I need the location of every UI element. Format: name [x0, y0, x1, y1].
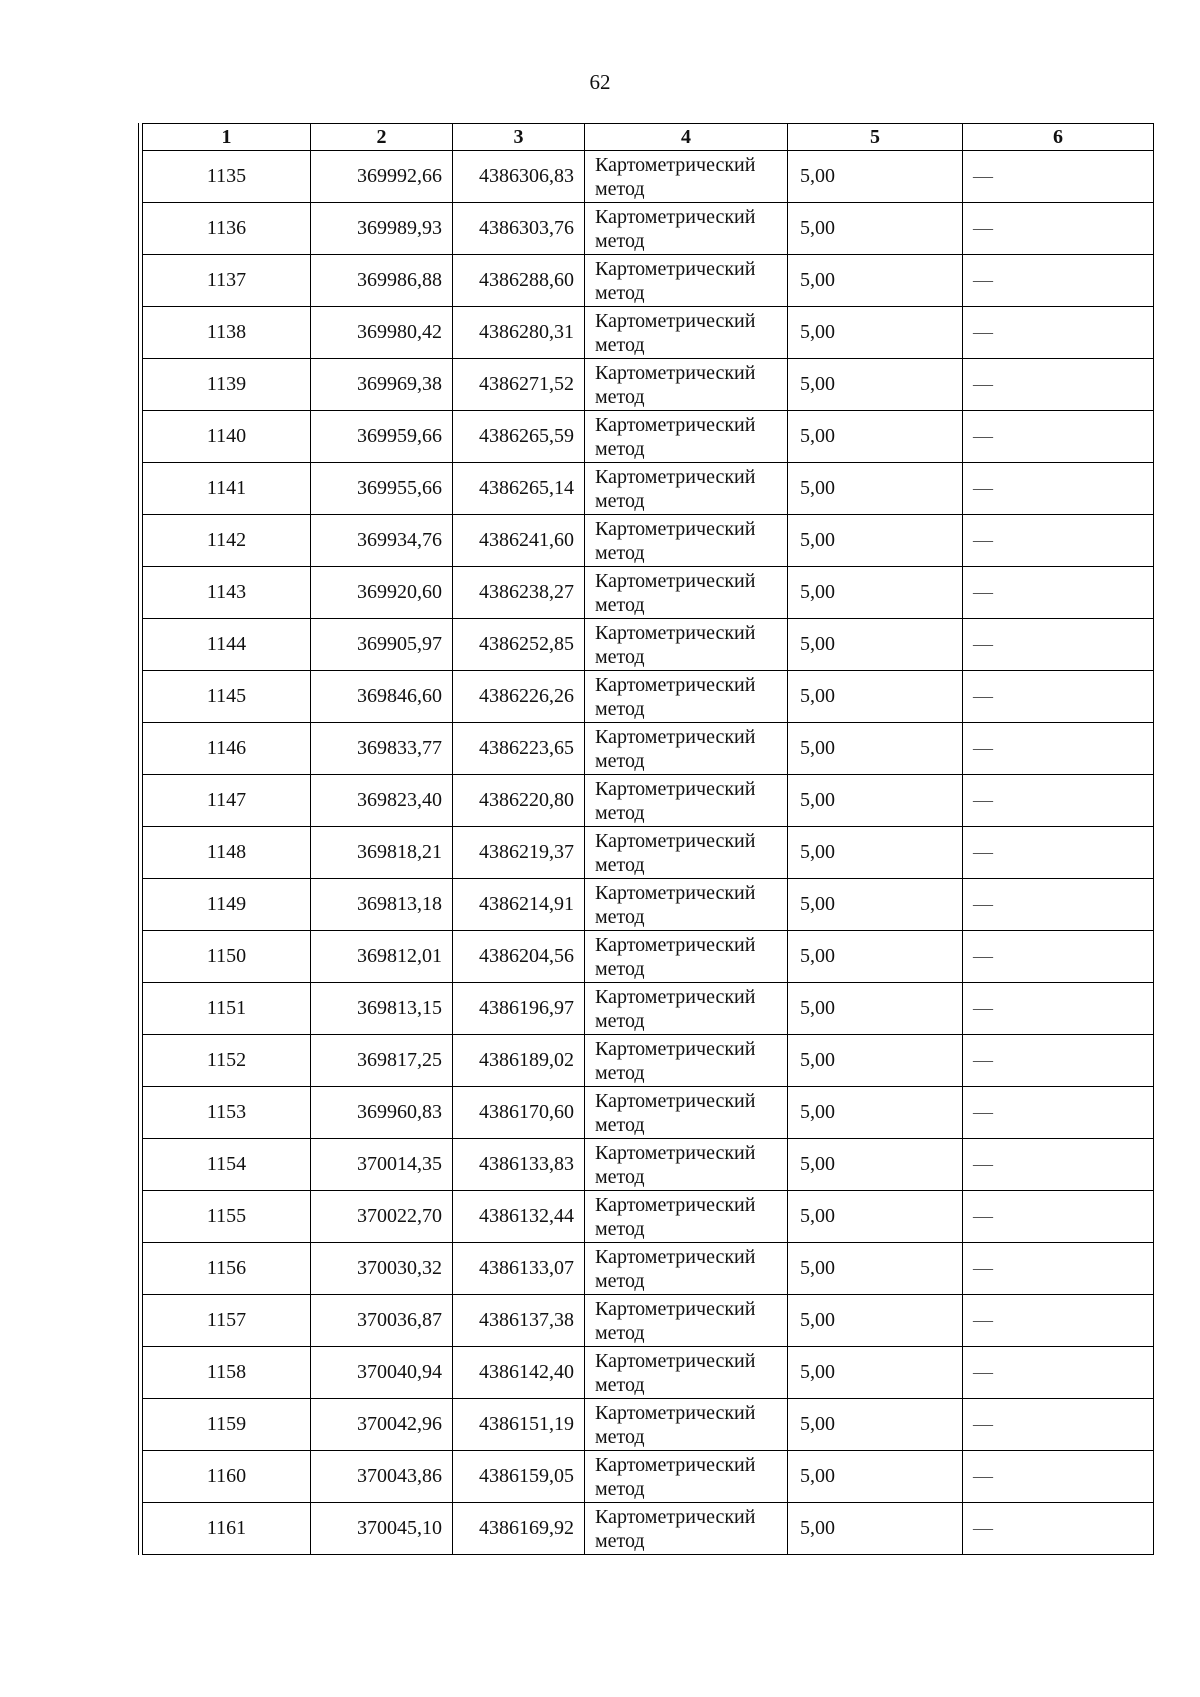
point-number-cell: 1151 — [143, 983, 311, 1035]
table-row — [143, 983, 1154, 1035]
description-cell: — — [963, 983, 1154, 1035]
method-cell — [585, 1503, 788, 1555]
description-cell: — — [963, 411, 1154, 463]
table-row — [143, 1035, 1154, 1087]
method-line-2: метод — [595, 697, 645, 720]
point-number-cell: 1152 — [143, 1035, 311, 1087]
method-cell — [585, 1399, 788, 1451]
method-line-1: Картометрический — [595, 1505, 756, 1528]
method-line-2: метод — [595, 1165, 645, 1188]
method-line-2: метод — [595, 1217, 645, 1240]
method-cell — [585, 411, 788, 463]
description-cell: — — [963, 723, 1154, 775]
method-line-1: Картометрический — [595, 257, 756, 280]
method-line-1: Картометрический — [595, 1401, 756, 1424]
point-number-cell: 1147 — [143, 775, 311, 827]
table-row — [143, 1243, 1154, 1295]
point-number-cell: 1143 — [143, 567, 311, 619]
description-cell: — — [963, 515, 1154, 567]
method-cell — [585, 255, 788, 307]
accuracy-cell: 5,00 — [788, 151, 963, 203]
method-line-2: метод — [595, 1529, 645, 1552]
description-cell: — — [963, 879, 1154, 931]
x-coordinate-cell: 369818,21 — [311, 827, 453, 879]
method-line-2: метод — [595, 905, 645, 928]
method-cell — [585, 1451, 788, 1503]
point-number-cell: 1135 — [143, 151, 311, 203]
y-coordinate-cell: 4386288,60 — [453, 255, 585, 307]
x-coordinate-cell: 370040,94 — [311, 1347, 453, 1399]
table-row — [143, 359, 1154, 411]
table-row — [143, 151, 1154, 203]
x-coordinate-cell: 369934,76 — [311, 515, 453, 567]
x-coordinate-cell: 369960,83 — [311, 1087, 453, 1139]
point-number-cell: 1140 — [143, 411, 311, 463]
table-row — [143, 203, 1154, 255]
y-coordinate-cell: 4386132,44 — [453, 1191, 585, 1243]
accuracy-cell: 5,00 — [788, 879, 963, 931]
method-cell — [585, 1295, 788, 1347]
method-line-2: метод — [595, 1477, 645, 1500]
method-line-1: Картометрический — [595, 361, 756, 384]
description-cell: — — [963, 255, 1154, 307]
method-line-1: Картометрический — [595, 413, 756, 436]
method-line-2: метод — [595, 229, 645, 252]
method-line-2: метод — [595, 1269, 645, 1292]
y-coordinate-cell: 4386189,02 — [453, 1035, 585, 1087]
table-header-row — [143, 124, 1154, 151]
accuracy-cell: 5,00 — [788, 931, 963, 983]
accuracy-cell: 5,00 — [788, 827, 963, 879]
method-line-1: Картометрический — [595, 205, 756, 228]
accuracy-cell: 5,00 — [788, 723, 963, 775]
method-line-2: метод — [595, 1009, 645, 1032]
x-coordinate-cell: 369817,25 — [311, 1035, 453, 1087]
method-line-2: метод — [595, 489, 645, 512]
column-header: 2 — [311, 124, 453, 151]
method-line-2: метод — [595, 593, 645, 616]
method-line-2: метод — [595, 437, 645, 460]
method-line-1: Картометрический — [595, 1297, 756, 1320]
accuracy-cell: 5,00 — [788, 1295, 963, 1347]
page-number: 62 — [589, 70, 611, 94]
accuracy-cell: 5,00 — [788, 203, 963, 255]
method-cell — [585, 567, 788, 619]
point-number-cell: 1149 — [143, 879, 311, 931]
point-number-cell: 1139 — [143, 359, 311, 411]
description-cell: — — [963, 671, 1154, 723]
accuracy-cell: 5,00 — [788, 411, 963, 463]
method-cell — [585, 1087, 788, 1139]
column-header: 6 — [963, 124, 1154, 151]
description-cell: — — [963, 151, 1154, 203]
x-coordinate-cell: 369813,15 — [311, 983, 453, 1035]
x-coordinate-cell: 369846,60 — [311, 671, 453, 723]
table-row — [143, 567, 1154, 619]
accuracy-cell: 5,00 — [788, 775, 963, 827]
description-cell: — — [963, 1035, 1154, 1087]
description-cell: — — [963, 1295, 1154, 1347]
x-coordinate-cell: 369813,18 — [311, 879, 453, 931]
x-coordinate-cell: 369989,93 — [311, 203, 453, 255]
y-coordinate-cell: 4386252,85 — [453, 619, 585, 671]
point-number-cell: 1156 — [143, 1243, 311, 1295]
method-cell — [585, 827, 788, 879]
accuracy-cell: 5,00 — [788, 671, 963, 723]
method-cell — [585, 775, 788, 827]
method-line-1: Картометрический — [595, 1089, 756, 1112]
description-cell: — — [963, 359, 1154, 411]
y-coordinate-cell: 4386306,83 — [453, 151, 585, 203]
method-cell — [585, 1243, 788, 1295]
method-line-1: Картометрический — [595, 1453, 756, 1476]
table-row — [143, 463, 1154, 515]
description-cell: — — [963, 1503, 1154, 1555]
accuracy-cell: 5,00 — [788, 307, 963, 359]
description-cell: — — [963, 463, 1154, 515]
point-number-cell: 1142 — [143, 515, 311, 567]
y-coordinate-cell: 4386265,59 — [453, 411, 585, 463]
method-line-1: Картометрический — [595, 569, 756, 592]
table-row — [143, 1347, 1154, 1399]
method-line-1: Картометрический — [595, 829, 756, 852]
y-coordinate-cell: 4386220,80 — [453, 775, 585, 827]
point-number-cell: 1144 — [143, 619, 311, 671]
description-cell: — — [963, 1347, 1154, 1399]
method-line-2: метод — [595, 1061, 645, 1084]
method-line-1: Картометрический — [595, 777, 756, 800]
accuracy-cell: 5,00 — [788, 1451, 963, 1503]
description-cell: — — [963, 1139, 1154, 1191]
table-row — [143, 931, 1154, 983]
method-cell — [585, 931, 788, 983]
method-cell — [585, 359, 788, 411]
method-line-1: Картометрический — [595, 1349, 756, 1372]
x-coordinate-cell: 370030,32 — [311, 1243, 453, 1295]
table-row — [143, 411, 1154, 463]
x-coordinate-cell: 369905,97 — [311, 619, 453, 671]
description-cell: — — [963, 619, 1154, 671]
method-cell — [585, 983, 788, 1035]
method-line-2: метод — [595, 1425, 645, 1448]
method-line-2: метод — [595, 801, 645, 824]
method-line-1: Картометрический — [595, 1037, 756, 1060]
accuracy-cell: 5,00 — [788, 983, 963, 1035]
method-cell — [585, 307, 788, 359]
table-row — [143, 515, 1154, 567]
method-cell — [585, 879, 788, 931]
accuracy-cell: 5,00 — [788, 1503, 963, 1555]
accuracy-cell: 5,00 — [788, 359, 963, 411]
method-line-2: метод — [595, 281, 645, 304]
table-row — [143, 879, 1154, 931]
table-row — [143, 723, 1154, 775]
x-coordinate-cell: 370043,86 — [311, 1451, 453, 1503]
table-row — [143, 1295, 1154, 1347]
y-coordinate-cell: 4386241,60 — [453, 515, 585, 567]
point-number-cell: 1159 — [143, 1399, 311, 1451]
method-cell — [585, 1139, 788, 1191]
table-row — [143, 255, 1154, 307]
method-cell — [585, 1191, 788, 1243]
x-coordinate-cell: 369833,77 — [311, 723, 453, 775]
accuracy-cell: 5,00 — [788, 255, 963, 307]
method-line-1: Картометрический — [595, 985, 756, 1008]
point-number-cell: 1148 — [143, 827, 311, 879]
x-coordinate-cell: 369812,01 — [311, 931, 453, 983]
x-coordinate-cell: 369980,42 — [311, 307, 453, 359]
description-cell: — — [963, 1399, 1154, 1451]
method-cell — [585, 203, 788, 255]
point-number-cell: 1154 — [143, 1139, 311, 1191]
x-coordinate-cell: 369969,38 — [311, 359, 453, 411]
description-cell: — — [963, 1243, 1154, 1295]
description-cell: — — [963, 1191, 1154, 1243]
point-number-cell: 1158 — [143, 1347, 311, 1399]
point-number-cell: 1150 — [143, 931, 311, 983]
table-row — [143, 1087, 1154, 1139]
table-row — [143, 671, 1154, 723]
accuracy-cell: 5,00 — [788, 619, 963, 671]
method-line-1: Картометрический — [595, 881, 756, 904]
method-cell — [585, 723, 788, 775]
y-coordinate-cell: 4386170,60 — [453, 1087, 585, 1139]
description-cell: — — [963, 931, 1154, 983]
method-line-1: Картометрический — [595, 621, 756, 644]
point-number-cell: 1145 — [143, 671, 311, 723]
y-coordinate-cell: 4386214,91 — [453, 879, 585, 931]
accuracy-cell: 5,00 — [788, 515, 963, 567]
method-line-1: Картометрический — [595, 1245, 756, 1268]
x-coordinate-cell: 370014,35 — [311, 1139, 453, 1191]
table-row — [143, 1191, 1154, 1243]
accuracy-cell: 5,00 — [788, 1347, 963, 1399]
column-header: 5 — [788, 124, 963, 151]
y-coordinate-cell: 4386159,05 — [453, 1451, 585, 1503]
table-body — [143, 151, 1154, 1555]
accuracy-cell: 5,00 — [788, 1243, 963, 1295]
table-row — [143, 1503, 1154, 1555]
method-line-2: метод — [595, 385, 645, 408]
table-row — [143, 775, 1154, 827]
y-coordinate-cell: 4386204,56 — [453, 931, 585, 983]
column-header: 4 — [585, 124, 788, 151]
y-coordinate-cell: 4386133,83 — [453, 1139, 585, 1191]
y-coordinate-cell: 4386196,97 — [453, 983, 585, 1035]
coordinates-table-wrapper — [138, 123, 1152, 1555]
method-cell — [585, 1035, 788, 1087]
coordinates-table — [142, 123, 1154, 1555]
x-coordinate-cell: 370042,96 — [311, 1399, 453, 1451]
x-coordinate-cell: 369959,66 — [311, 411, 453, 463]
y-coordinate-cell: 4386223,65 — [453, 723, 585, 775]
method-line-1: Картометрический — [595, 465, 756, 488]
method-line-1: Картометрический — [595, 933, 756, 956]
point-number-cell: 1136 — [143, 203, 311, 255]
y-coordinate-cell: 4386280,31 — [453, 307, 585, 359]
y-coordinate-cell: 4386226,26 — [453, 671, 585, 723]
point-number-cell: 1137 — [143, 255, 311, 307]
point-number-cell: 1155 — [143, 1191, 311, 1243]
y-coordinate-cell: 4386303,76 — [453, 203, 585, 255]
method-cell — [585, 515, 788, 567]
table-row — [143, 307, 1154, 359]
column-header: 1 — [143, 124, 311, 151]
point-number-cell: 1146 — [143, 723, 311, 775]
table-row — [143, 619, 1154, 671]
method-line-1: Картометрический — [595, 1141, 756, 1164]
description-cell: — — [963, 775, 1154, 827]
accuracy-cell: 5,00 — [788, 1035, 963, 1087]
accuracy-cell: 5,00 — [788, 1399, 963, 1451]
y-coordinate-cell: 4386137,38 — [453, 1295, 585, 1347]
method-line-2: метод — [595, 541, 645, 564]
table-row — [143, 1139, 1154, 1191]
method-line-2: метод — [595, 1321, 645, 1344]
method-cell — [585, 463, 788, 515]
point-number-cell: 1153 — [143, 1087, 311, 1139]
method-line-1: Картометрический — [595, 309, 756, 332]
y-coordinate-cell: 4386142,40 — [453, 1347, 585, 1399]
point-number-cell: 1161 — [143, 1503, 311, 1555]
description-cell: — — [963, 203, 1154, 255]
point-number-cell: 1141 — [143, 463, 311, 515]
description-cell: — — [963, 827, 1154, 879]
x-coordinate-cell: 369823,40 — [311, 775, 453, 827]
table-row — [143, 1451, 1154, 1503]
method-line-1: Картометрический — [595, 153, 756, 176]
point-number-cell: 1160 — [143, 1451, 311, 1503]
y-coordinate-cell: 4386238,27 — [453, 567, 585, 619]
table-row — [143, 827, 1154, 879]
method-line-2: метод — [595, 1373, 645, 1396]
description-cell: — — [963, 567, 1154, 619]
y-coordinate-cell: 4386265,14 — [453, 463, 585, 515]
x-coordinate-cell: 369920,60 — [311, 567, 453, 619]
x-coordinate-cell: 370036,87 — [311, 1295, 453, 1347]
accuracy-cell: 5,00 — [788, 1139, 963, 1191]
x-coordinate-cell: 369992,66 — [311, 151, 453, 203]
x-coordinate-cell: 369986,88 — [311, 255, 453, 307]
y-coordinate-cell: 4386151,19 — [453, 1399, 585, 1451]
accuracy-cell: 5,00 — [788, 1191, 963, 1243]
method-line-2: метод — [595, 957, 645, 980]
description-cell: — — [963, 1451, 1154, 1503]
y-coordinate-cell: 4386133,07 — [453, 1243, 585, 1295]
column-header: 3 — [453, 124, 585, 151]
method-line-2: метод — [595, 333, 645, 356]
x-coordinate-cell: 370022,70 — [311, 1191, 453, 1243]
method-line-1: Картометрический — [595, 725, 756, 748]
method-cell — [585, 619, 788, 671]
method-line-2: метод — [595, 749, 645, 772]
method-line-1: Картометрический — [595, 1193, 756, 1216]
point-number-cell: 1138 — [143, 307, 311, 359]
x-coordinate-cell: 369955,66 — [311, 463, 453, 515]
accuracy-cell: 5,00 — [788, 1087, 963, 1139]
method-cell — [585, 671, 788, 723]
method-line-1: Картометрический — [595, 517, 756, 540]
description-cell: — — [963, 1087, 1154, 1139]
method-cell — [585, 1347, 788, 1399]
method-line-2: метод — [595, 853, 645, 876]
point-number-cell: 1157 — [143, 1295, 311, 1347]
table-row — [143, 1399, 1154, 1451]
accuracy-cell: 5,00 — [788, 463, 963, 515]
method-line-1: Картометрический — [595, 673, 756, 696]
x-coordinate-cell: 370045,10 — [311, 1503, 453, 1555]
accuracy-cell: 5,00 — [788, 567, 963, 619]
y-coordinate-cell: 4386271,52 — [453, 359, 585, 411]
method-line-2: метод — [595, 1113, 645, 1136]
y-coordinate-cell: 4386219,37 — [453, 827, 585, 879]
y-coordinate-cell: 4386169,92 — [453, 1503, 585, 1555]
description-cell: — — [963, 307, 1154, 359]
method-cell — [585, 151, 788, 203]
method-line-2: метод — [595, 177, 645, 200]
method-line-2: метод — [595, 645, 645, 668]
